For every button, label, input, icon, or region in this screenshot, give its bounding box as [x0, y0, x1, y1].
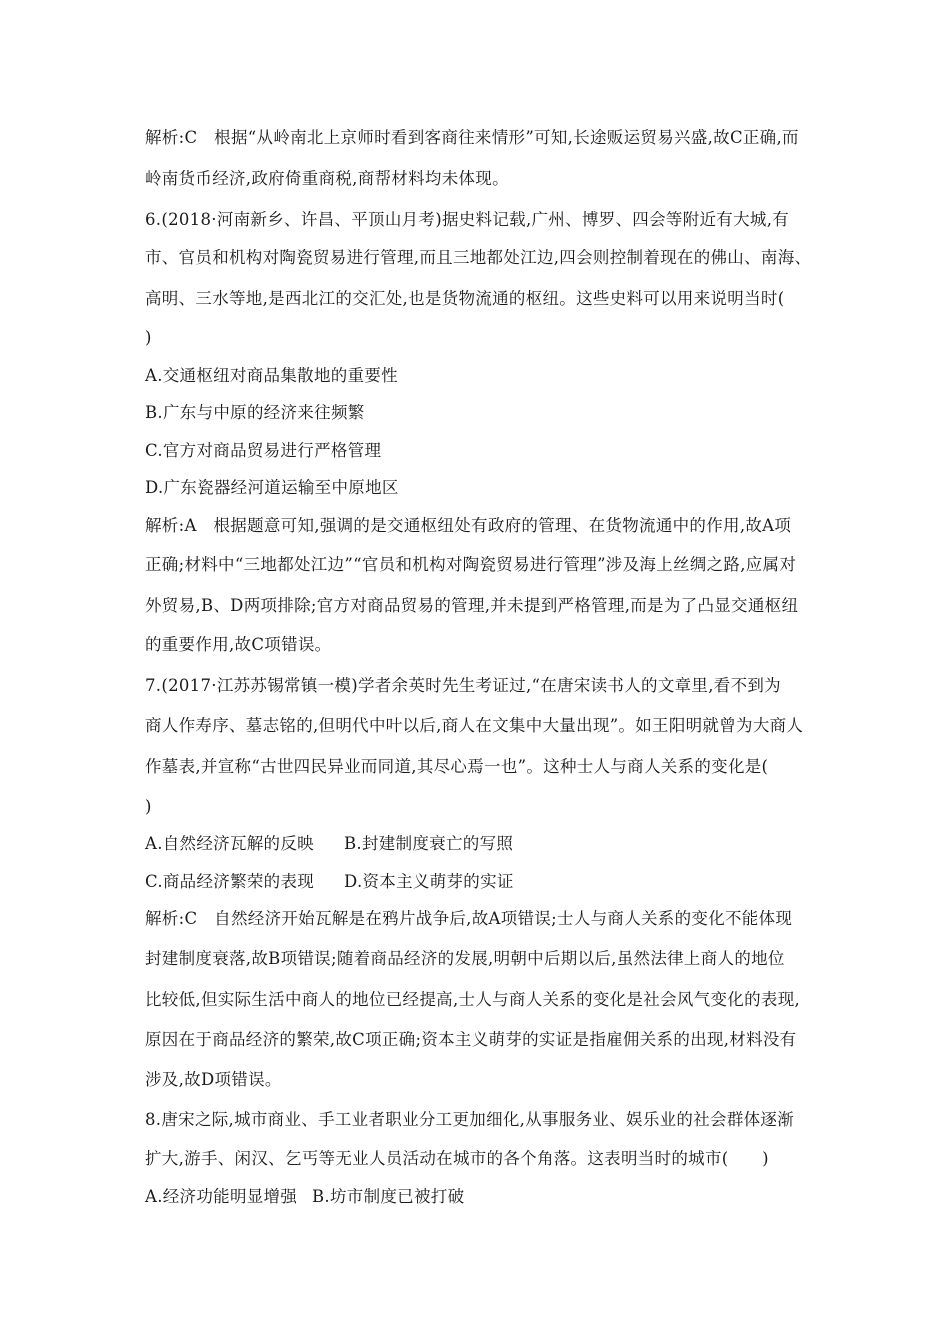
question-8-option-a: A.经济功能明显增强 [145, 1187, 298, 1206]
analysis-5-cont: 岭南货币经济,政府倚重商税,商帮材料均未体现。 [145, 169, 509, 188]
analysis-6-cont: 外贸易,B、D两项排除;官方对商品贸易的管理,并未提到严格管理,而是为了凸显交通枢纽 [145, 596, 799, 615]
analysis-7-cont: 涉及,故D项错误。 [145, 1070, 282, 1089]
question-7-option-a: A.自然经济瓦解的反映 [145, 834, 314, 853]
question-7-stem: 7.(2017·江苏苏锡常镇一模)学者余英时先生考证过,“在唐宋读书人的文章里,看不到为 [145, 676, 781, 695]
question-7-option-c: C.商品经济繁荣的表现 [145, 872, 315, 891]
question-6-stem-cont: 高明、三水等地,是西北江的交汇处,也是货物流通的枢纽。这些史料可以用来说明当时( [145, 289, 785, 308]
question-6-stem-cont: 市、官员和机构对陶瓷贸易进行管理,而且三地都处江边,四会则控制着现在的佛山、南海、 [145, 248, 812, 267]
question-6-option-c: C.官方对商品贸易进行严格管理 [145, 441, 382, 460]
question-6-paren: ) [145, 328, 152, 347]
question-6-stem: 6.(2018·河南新乡、许昌、平顶山月考)据史料记载,广州、博罗、四会等附近有大城,有 [145, 210, 790, 229]
question-8-option-b: B.坊市制度已被打破 [312, 1187, 465, 1206]
analysis-7: 解析:C 自然经济开始瓦解是在鸦片战争后,故A项错误;士人与商人关系的变化不能体现 [145, 909, 793, 928]
analysis-5: 解析:C 根据“从岭南北上京师时看到客商往来情形”可知,长途贩运贸易兴盛,故C正确,而 [145, 128, 799, 147]
analysis-7-cont: 封建制度衰落,故B项错误;随着商品经济的发展,明朝中后期以后,虽然法律上商人的地位 [145, 949, 785, 968]
analysis-6-cont: 的重要作用,故C项错误。 [145, 635, 332, 654]
analysis-7-cont: 比较低,但实际生活中商人的地位已经提高,士人与商人关系的变化是社会风气变化的表现, [145, 990, 801, 1009]
question-7-stem-cont: 作墓表,并宣称“古世四民异业而同道,其尽心焉一也”。这种士人与商人关系的变化是( [145, 757, 769, 776]
question-7-paren: ) [145, 797, 152, 816]
analysis-7-cont: 原因在于商品经济的繁荣,故C项正确;资本主义萌芽的实证是指雇佣关系的出现,材料没有 [145, 1030, 797, 1049]
question-8-stem: 8.唐宋之际,城市商业、手工业者职业分工更加细化,从事服务业、娱乐业的社会群体逐渐 [145, 1110, 795, 1129]
question-6-option-d: D.广东瓷器经河道运输至中原地区 [145, 478, 399, 497]
question-7-options-ab [145, 834, 514, 854]
question-7-option-b: B.封建制度衰亡的写照 [344, 834, 514, 853]
question-8-options-ab [145, 1187, 465, 1207]
question-7-option-d: D.资本主义萌芽的实证 [344, 872, 514, 891]
analysis-6-cont: 正确;材料中“三地都处江边”“官员和机构对陶瓷贸易进行管理”涉及海上丝绸之路,应属对 [145, 555, 797, 574]
question-6-option-b: B.广东与中原的经济来往频繁 [145, 403, 365, 422]
question-7-stem-cont: 商人作寿序、墓志铭的,但明代中叶以后,商人在文集中大量出现”。如王阳明就曾为大商人 [145, 716, 804, 735]
question-8-stem-cont: 扩大,游手、闲汉、乞丐等无业人员活动在城市的各个角落。这表明当时的城市( ) [145, 1149, 769, 1168]
question-6-option-a: A.交通枢纽对商品集散地的重要性 [145, 366, 398, 385]
question-7-options-cd [145, 872, 514, 892]
analysis-6: 解析:A 根据题意可知,强调的是交通枢纽处有政府的管理、在货物流通中的作用,故A项 [145, 516, 792, 535]
